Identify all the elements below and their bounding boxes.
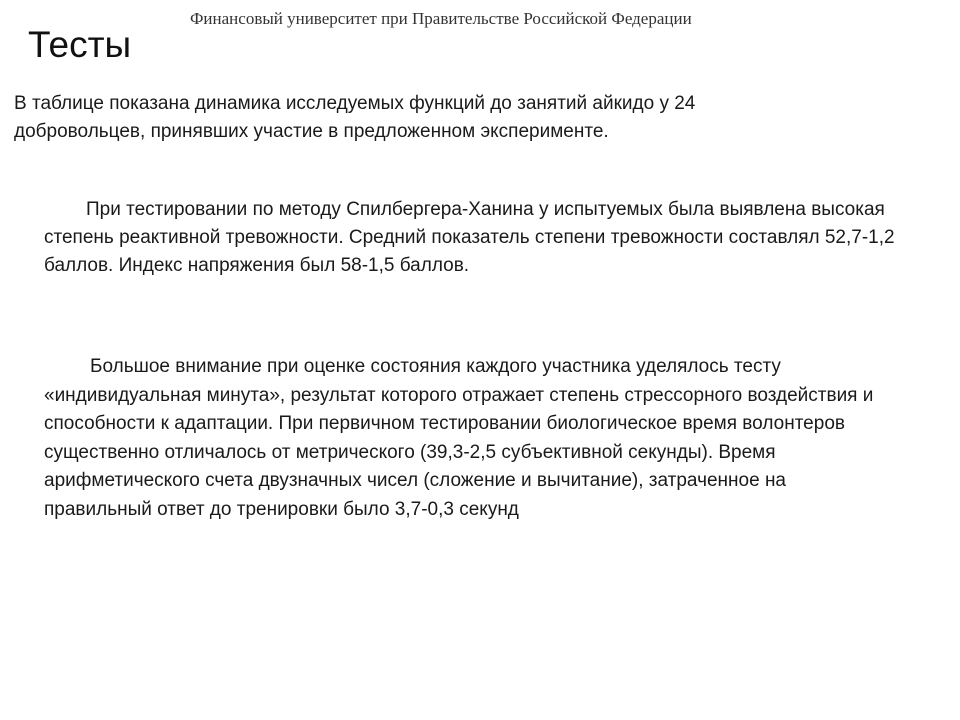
organization-header: Финансовый университет при Правительстве Российской Федерации <box>190 9 692 28</box>
paragraph-individual-minute-test: Большое внимание при оценке состояния каждого участника уделялось тесту «индивидуальная минута», результат которого отражает степень стрессорного воздействия и способности к адаптации. При первичном тестировании биологическое время волонтеров существенно отличалось от метрического (39,3-2,5 субъективной секунды). Время арифметического счета двузначных чисел (сложение и вычитание), затраченное на правильный ответ до тренировки было 3,7-0,3 секунд <box>44 356 874 520</box>
slide-title: Тесты <box>28 24 132 65</box>
paragraph-spielberger-test: При тестировании по методу Спилбергера-Ханина у испытуемых была выявлена высокая степень реактивной тревожности. Средний показатель степени тревожности составлял 52,7-1,2 баллов. Индекс напряжения был 58-1,5 баллов. <box>44 199 895 276</box>
paragraph-intro: В таблице показана динамика исследуемых функций до занятий айкидо у 24 добровольцев, принявших участие в предложенном эксперименте. <box>14 93 696 142</box>
